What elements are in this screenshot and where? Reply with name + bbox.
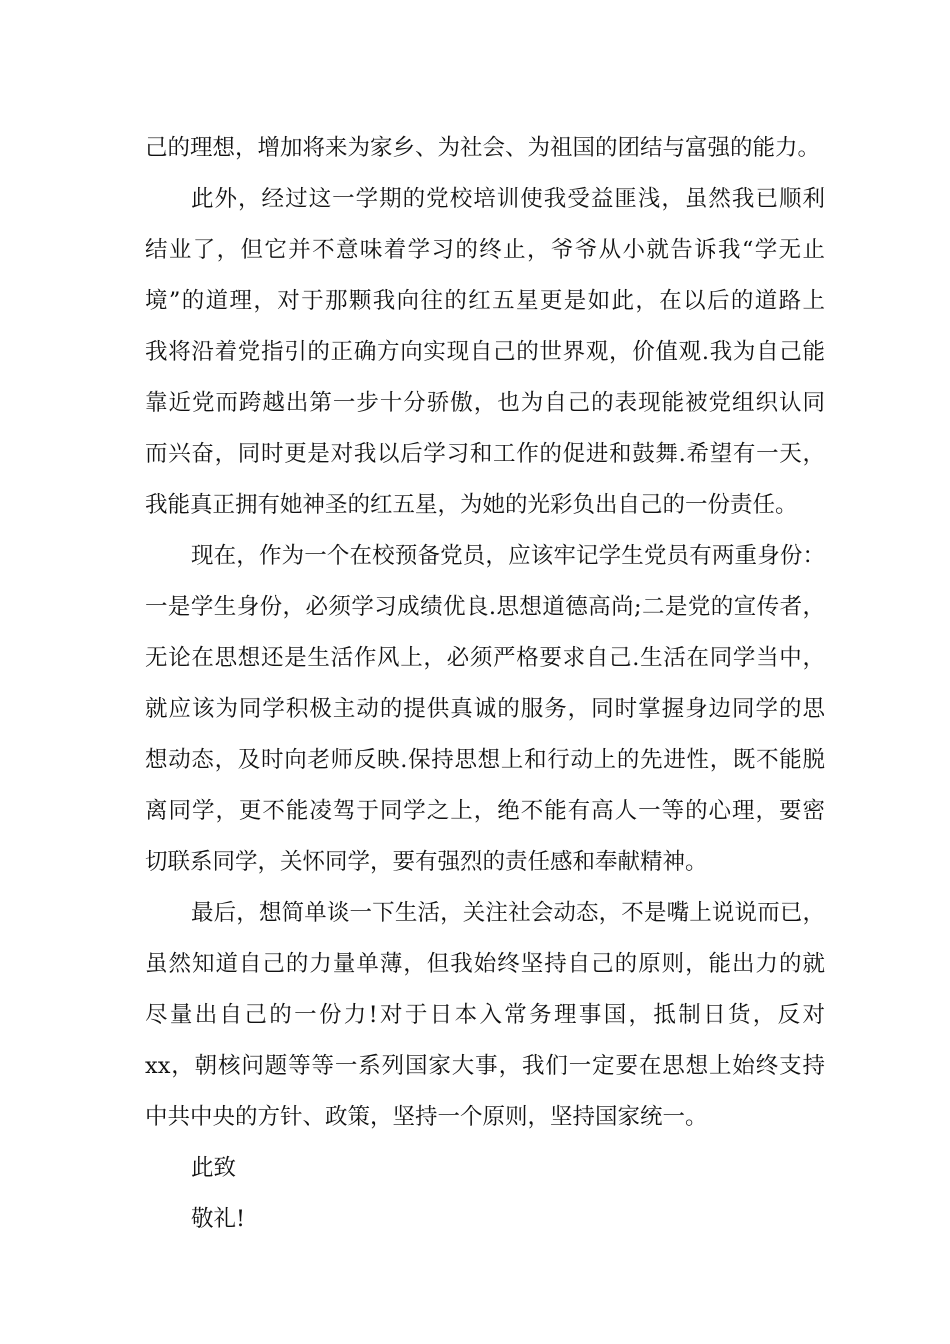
paragraph-line: 中共中央的方针、政策，坚持一个原则，坚持国家统一。	[145, 1104, 708, 1130]
paragraph-line: 己的理想，增加将来为家乡、为社会、为祖国的团结与富强的能力。	[145, 135, 821, 161]
paragraph-line: 敬礼!	[191, 1206, 246, 1232]
paragraph-line: 想动态，及时向老师反映.保持思想上和行动上的先进性，既不能脱	[145, 747, 825, 773]
paragraph-line: 而兴奋，同时更是对我以后学习和工作的促进和鼓舞.希望有一天，	[145, 441, 825, 467]
paragraph-line: 就应该为同学积极主动的提供真诚的服务，同时掌握身边同学的思	[145, 696, 825, 722]
paragraph-line: 结业了，但它并不意味着学习的终止，爷爷从小就告诉我“学无止	[145, 237, 825, 263]
paragraph-line: 我将沿着党指引的正确方向实现自己的世界观，价值观.我为自己能	[145, 339, 825, 365]
paragraph-line: xx，朝核问题等等一系列国家大事，我们一定要在思想上始终支持	[145, 1053, 825, 1079]
document-body	[145, 123, 825, 1245]
paragraph-line: 切联系同学，关怀同学，要有强烈的责任感和奉献精神。	[145, 849, 708, 875]
paragraph-line: 境”的道理，对于那颗我向往的红五星更是如此，在以后的道路上	[145, 288, 825, 314]
paragraph-line: 最后，想简单谈一下生活，关注社会动态，不是嘴上说说而已，	[191, 900, 825, 926]
paragraph-line: 此致	[191, 1155, 237, 1181]
paragraph-line: 离同学，更不能凌驾于同学之上，绝不能有高人一等的心理，要密	[145, 798, 825, 824]
paragraph-line: 靠近党而跨越出第一步十分骄傲，也为自己的表现能被党组织认同	[145, 390, 825, 416]
paragraph-line: 无论在思想还是生活作风上，必须严格要求自己.生活在同学当中，	[145, 645, 825, 671]
paragraph-line: 尽量出自己的一份力!对于日本入常务理事国，抵制日货，反对	[145, 1002, 825, 1028]
paragraph-line: 此外，经过这一学期的党校培训使我受益匪浅，虽然我已顺利	[191, 186, 825, 212]
paragraph-line: 一是学生身份，必须学习成绩优良.思想道德高尚;二是党的宣传者，	[145, 594, 825, 620]
paragraph-line: 虽然知道自己的力量单薄，但我始终坚持自己的原则，能出力的就	[145, 951, 825, 977]
paragraph-line: 我能真正拥有她神圣的红五星，为她的光彩负出自己的一份责任。	[145, 492, 798, 518]
paragraph-line: 现在，作为一个在校预备党员，应该牢记学生党员有两重身份：	[191, 543, 825, 569]
